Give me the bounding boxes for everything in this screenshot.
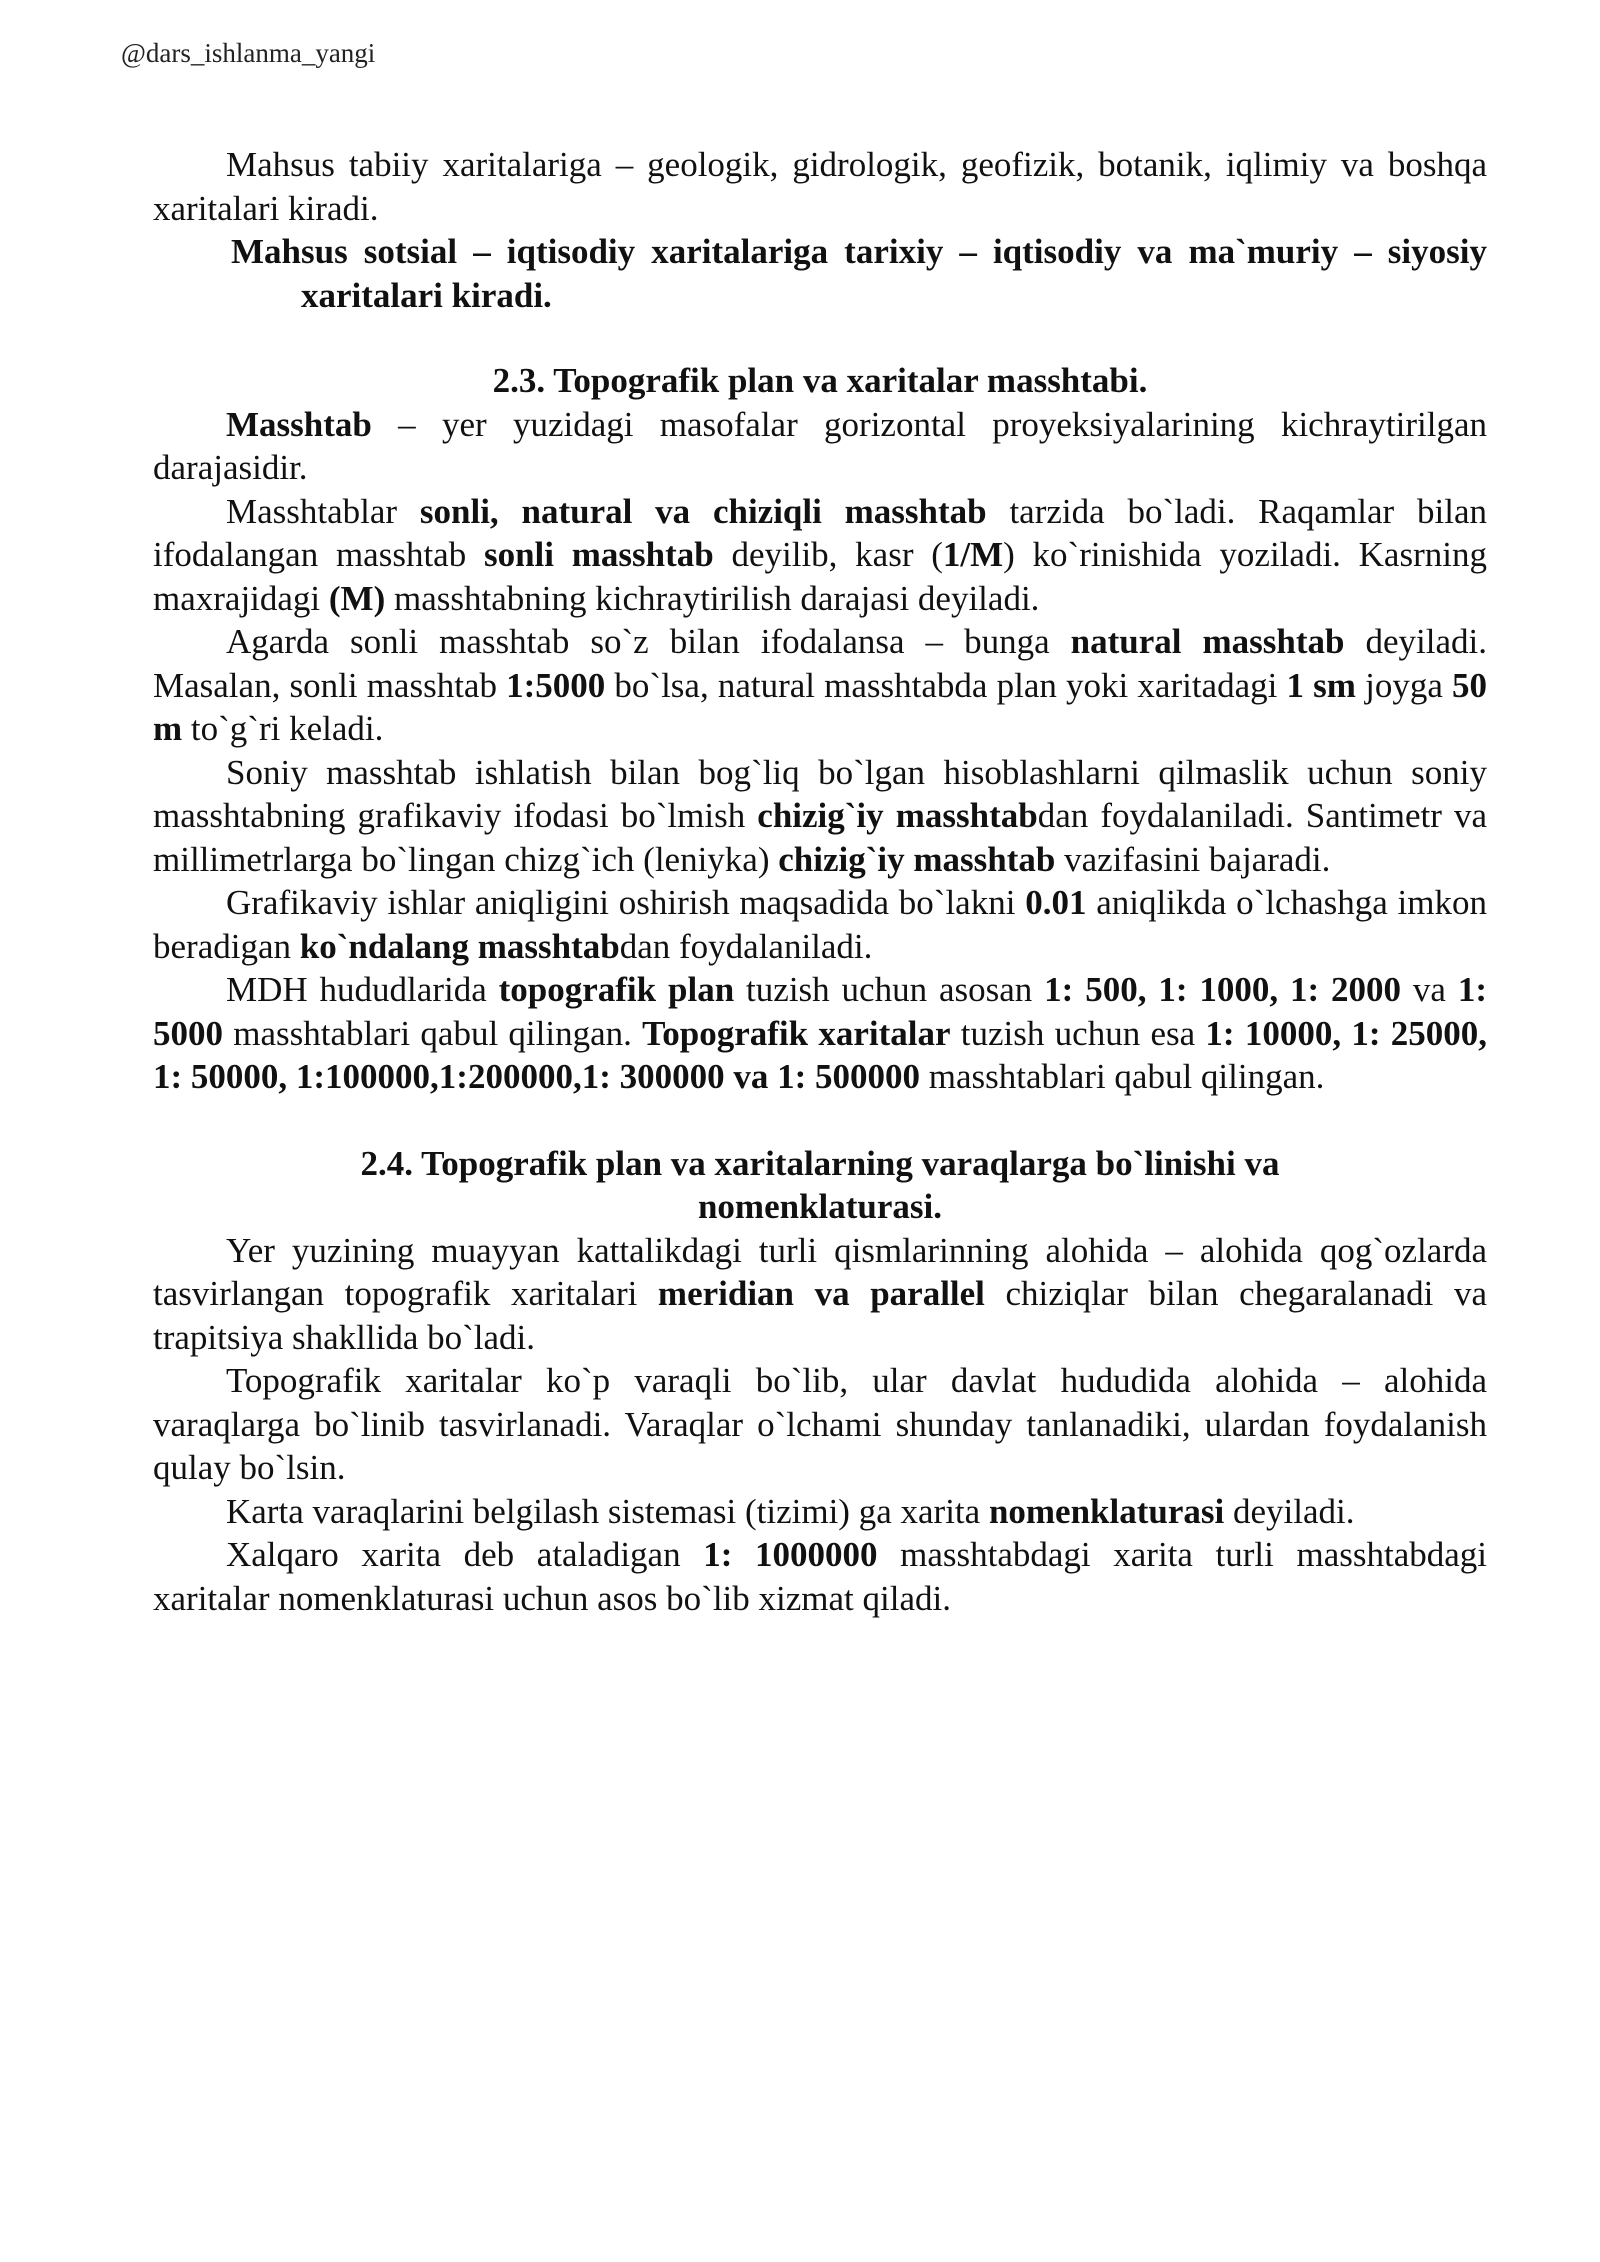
bold-term: nomenklaturasi: [988, 1491, 1225, 1531]
paragraph-international-map: [153, 1533, 1487, 1620]
watermark-text: @dars_ishlanma_yangi: [121, 38, 376, 68]
bold-term: Masshtab: [226, 404, 372, 444]
section-heading-2-4: [153, 1142, 1487, 1229]
paragraph-text: deyiladi.: [1224, 1491, 1355, 1531]
bold-term: 1: 1000000: [703, 1535, 878, 1574]
bold-term: 1:5000: [506, 665, 606, 705]
bold-term: chizig`iy masshtab: [757, 796, 1038, 835]
paragraph-text: Topografik xaritalar ko`p varaqli bo`lib, ular davlat hududida alohida – alohida varaqlarga bo`linib tasvirlanadi. Varaqlar o`lchami shunday tanlanadiki, ulardan foydalanish qulay bo`lsin.: [153, 1361, 1487, 1487]
paragraph-text: Karta varaqlarini belgilash sistemasi (tizimi) ga xarita: [226, 1491, 989, 1531]
paragraph-transverse-scale: [153, 881, 1487, 968]
bold-term: sonli, natural va chiziqli masshtab: [419, 491, 987, 531]
paragraph-text: aniqlikda o`lchashga imkon beradigan: [153, 883, 1487, 966]
paragraph-nomenclature: [153, 1490, 1487, 1534]
bold-term: chizig`iy masshtab: [778, 839, 1056, 879]
paragraph-natural-scale: [153, 620, 1487, 751]
paragraph-cis-scales: [153, 968, 1487, 1099]
paragraph-social-maps: [231, 230, 1487, 317]
paragraph-map-sheets: [153, 1229, 1487, 1360]
bold-term: natural masshtab: [1070, 622, 1345, 661]
bold-term: ko`ndalang masshtab: [299, 926, 620, 966]
document-body: [153, 143, 1487, 1620]
bold-term: meridian va parallel: [657, 1274, 985, 1313]
paragraph-text: Mahsus sotsial – iqtisodiy xaritalariga tarixiy – iqtisodiy va ma`muriy – siyosiy xaritalari kiradi.: [231, 232, 1487, 315]
paragraph-natural-maps: [153, 143, 1487, 230]
paragraph-text: MDH hududlarida: [226, 970, 499, 1009]
paragraph-text: vazifasini bajaradi.: [1055, 839, 1331, 879]
bold-term: Topografik xaritalar: [642, 1013, 951, 1053]
paragraph-text: masshtablari qabul qilingan.: [920, 1057, 1325, 1096]
paragraph-text: deyiladi. Masalan, sonli masshtab: [153, 622, 1488, 705]
bold-term: 50 m: [153, 665, 1487, 748]
paragraph-text: Xalqaro xarita deb ataladigan: [226, 1535, 704, 1574]
paragraph-text: masshtabning kichraytirilish darajasi deyiladi.: [385, 578, 1040, 618]
paragraph-text: – yer yuzidagi masofalar gorizontal proyeksiyalarining kichraytirilgan darajasidir.: [153, 404, 1487, 487]
paragraph-text: tuzish uchun esa: [950, 1013, 1206, 1053]
paragraph-text: masshtabdagi xarita turli masshtabdagi xaritalar nomenklaturasi uchun asos bo`lib xizmat qiladi.: [153, 1535, 1488, 1618]
paragraph-text: dan foydalaniladi.: [619, 926, 873, 966]
paragraph-text: bo`lsa, natural masshtabda plan yoki xaritadagi: [605, 665, 1287, 705]
paragraph-scale-types: [153, 490, 1487, 621]
heading-line: 2.4. Topografik plan va xaritalarning varaqlarga bo`linishi va: [360, 1143, 1280, 1183]
paragraph-text: Agarda sonli masshtab so`z bilan ifodalansa – bunga: [226, 622, 1071, 661]
bold-term: topografik plan: [498, 970, 735, 1009]
paragraph-text: tuzish uchun asosan: [734, 970, 1045, 1009]
paragraph-text: ) ko`rinishida yoziladi. Kasrning maxrajidagi: [153, 535, 1487, 618]
bold-term: 1: 500, 1: 1000, 1: 2000: [1044, 970, 1402, 1009]
paragraph-multi-sheet: [153, 1359, 1487, 1490]
paragraph-scale-definition: [153, 403, 1487, 490]
paragraph-text: Masshtablar: [226, 491, 420, 531]
bold-term: (M): [328, 578, 386, 618]
paragraph-text: Grafikaviy ishlar aniqligini oshirish maqsadida bo`lakni: [226, 883, 1026, 922]
paragraph-text: masshtablari qabul qilingan.: [223, 1013, 643, 1053]
paragraph-text: va: [1401, 970, 1458, 1009]
bold-term: 1: 10000, 1: 25000, 1: 50000, 1:100000,1:200000,1: 300000 va 1: 500000: [153, 1013, 1487, 1096]
paragraph-text: Yer yuzining muayyan kattalikdagi turli qismlarinning alohida – alohida qog`ozlarda tasvirlangan topografik xaritalari: [153, 1230, 1487, 1313]
paragraph-text: deyilib, kasr (: [713, 535, 943, 574]
bold-term: sonli masshtab: [483, 535, 714, 574]
bold-term: 0.01: [1025, 883, 1087, 922]
paragraph-linear-scale: [153, 751, 1487, 882]
section-heading-2-3: 2.3. Topografik plan va xaritalar masshtabi.: [492, 361, 1148, 400]
bold-term: 1 sm: [1286, 665, 1356, 705]
paragraph-text: chiziqlar bilan chegaralanadi va trapitsiya shakllida bo`ladi.: [153, 1274, 1488, 1357]
paragraph-text: tarzida bo`ladi. Raqamlar bilan ifodalangan masshtab: [153, 491, 1488, 574]
paragraph-text: dan foydalaniladi. Santimetr va millimetrlarga bo`lingan chizg`ich (leniyka): [153, 796, 1487, 879]
heading-line: nomenklaturasi.: [697, 1187, 943, 1226]
paragraph-text: joyga: [1355, 665, 1452, 705]
paragraph-text: Soniy masshtab ishlatish bilan bog`liq bo`lgan hisoblashlarni qilmaslik uchun soniy masshtabning grafikaviy ifodasi bo`lmish: [153, 752, 1487, 835]
bold-term: 1: 5000: [153, 970, 1488, 1053]
paragraph-text: to`g`ri keladi.: [182, 709, 384, 748]
bold-term: 1/M: [942, 535, 1004, 574]
paragraph-text: Mahsus tabiiy xaritalariga – geologik, gidrologik, geofizik, botanik, iqlimiy va boshqa xaritalari kiradi.: [153, 145, 1487, 228]
